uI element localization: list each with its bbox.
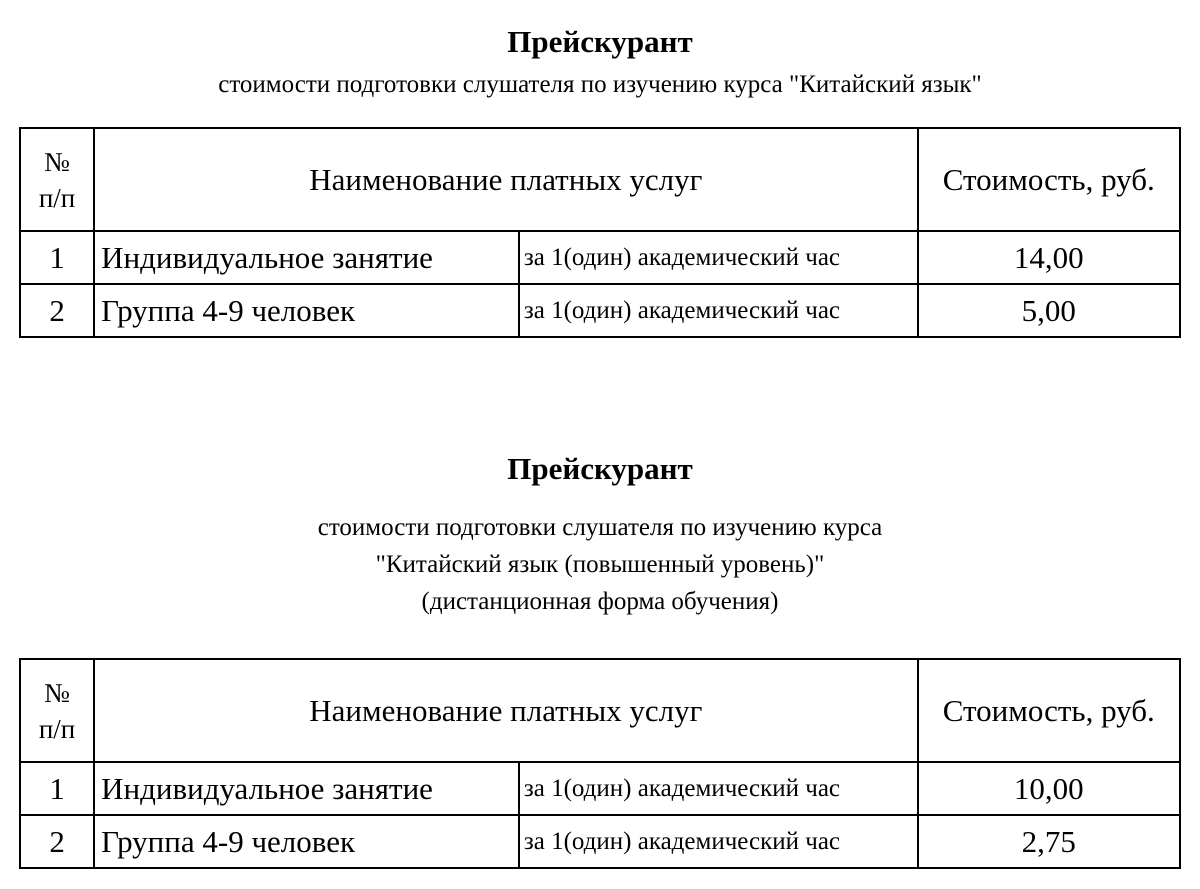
table-header-row	[20, 659, 1180, 762]
row-name: Группа 4-9 человек	[94, 815, 519, 868]
header-num	[20, 128, 94, 231]
row-unit: за 1(один) академический час	[519, 762, 918, 815]
table-row	[20, 284, 1180, 337]
row-name: Группа 4-9 человек	[94, 284, 519, 337]
header-name: Наименование платных услуг	[94, 128, 917, 231]
table-row	[20, 762, 1180, 815]
row-cost: 5,00	[918, 284, 1180, 337]
header-num-line1: №	[44, 146, 70, 177]
header-name: Наименование платных услуг	[94, 659, 917, 762]
header-cost: Стоимость, руб.	[918, 128, 1180, 231]
section2-title: Прейскурант	[507, 451, 693, 486]
header-num-line1: №	[44, 677, 70, 708]
header-cost: Стоимость, руб.	[918, 659, 1180, 762]
row-name: Индивидуальное занятие	[94, 762, 519, 815]
section2-subtitle-line3: (дистанционная форма обучения)	[421, 588, 779, 615]
row-cost: 10,00	[918, 762, 1180, 815]
row-num: 1	[20, 762, 94, 815]
price-table-2	[19, 658, 1181, 869]
header-num	[20, 659, 94, 762]
row-unit: за 1(один) академический час	[519, 231, 918, 284]
header-num-line2: п/п	[38, 182, 76, 213]
section2-subtitle-line1: стоимости подготовки слушателя по изучению курса	[317, 514, 883, 541]
row-num: 1	[20, 231, 94, 284]
table-row	[20, 231, 1180, 284]
table-row	[20, 815, 1180, 868]
row-name: Индивидуальное занятие	[94, 231, 519, 284]
row-cost: 14,00	[918, 231, 1180, 284]
table-header-row	[20, 128, 1180, 231]
row-cost: 2,75	[918, 815, 1180, 868]
section2-subtitle-line2: "Китайский язык (повышенный уровень)"	[375, 551, 825, 578]
section1-title: Прейскурант	[507, 24, 693, 59]
row-num: 2	[20, 815, 94, 868]
section1-subtitle: стоимости подготовки слушателя по изучению курса "Китайский язык"	[218, 71, 982, 98]
price-table-1	[19, 127, 1181, 338]
row-num: 2	[20, 284, 94, 337]
header-num-line2: п/п	[38, 713, 76, 744]
row-unit: за 1(один) академический час	[519, 284, 918, 337]
row-unit: за 1(один) академический час	[519, 815, 918, 868]
